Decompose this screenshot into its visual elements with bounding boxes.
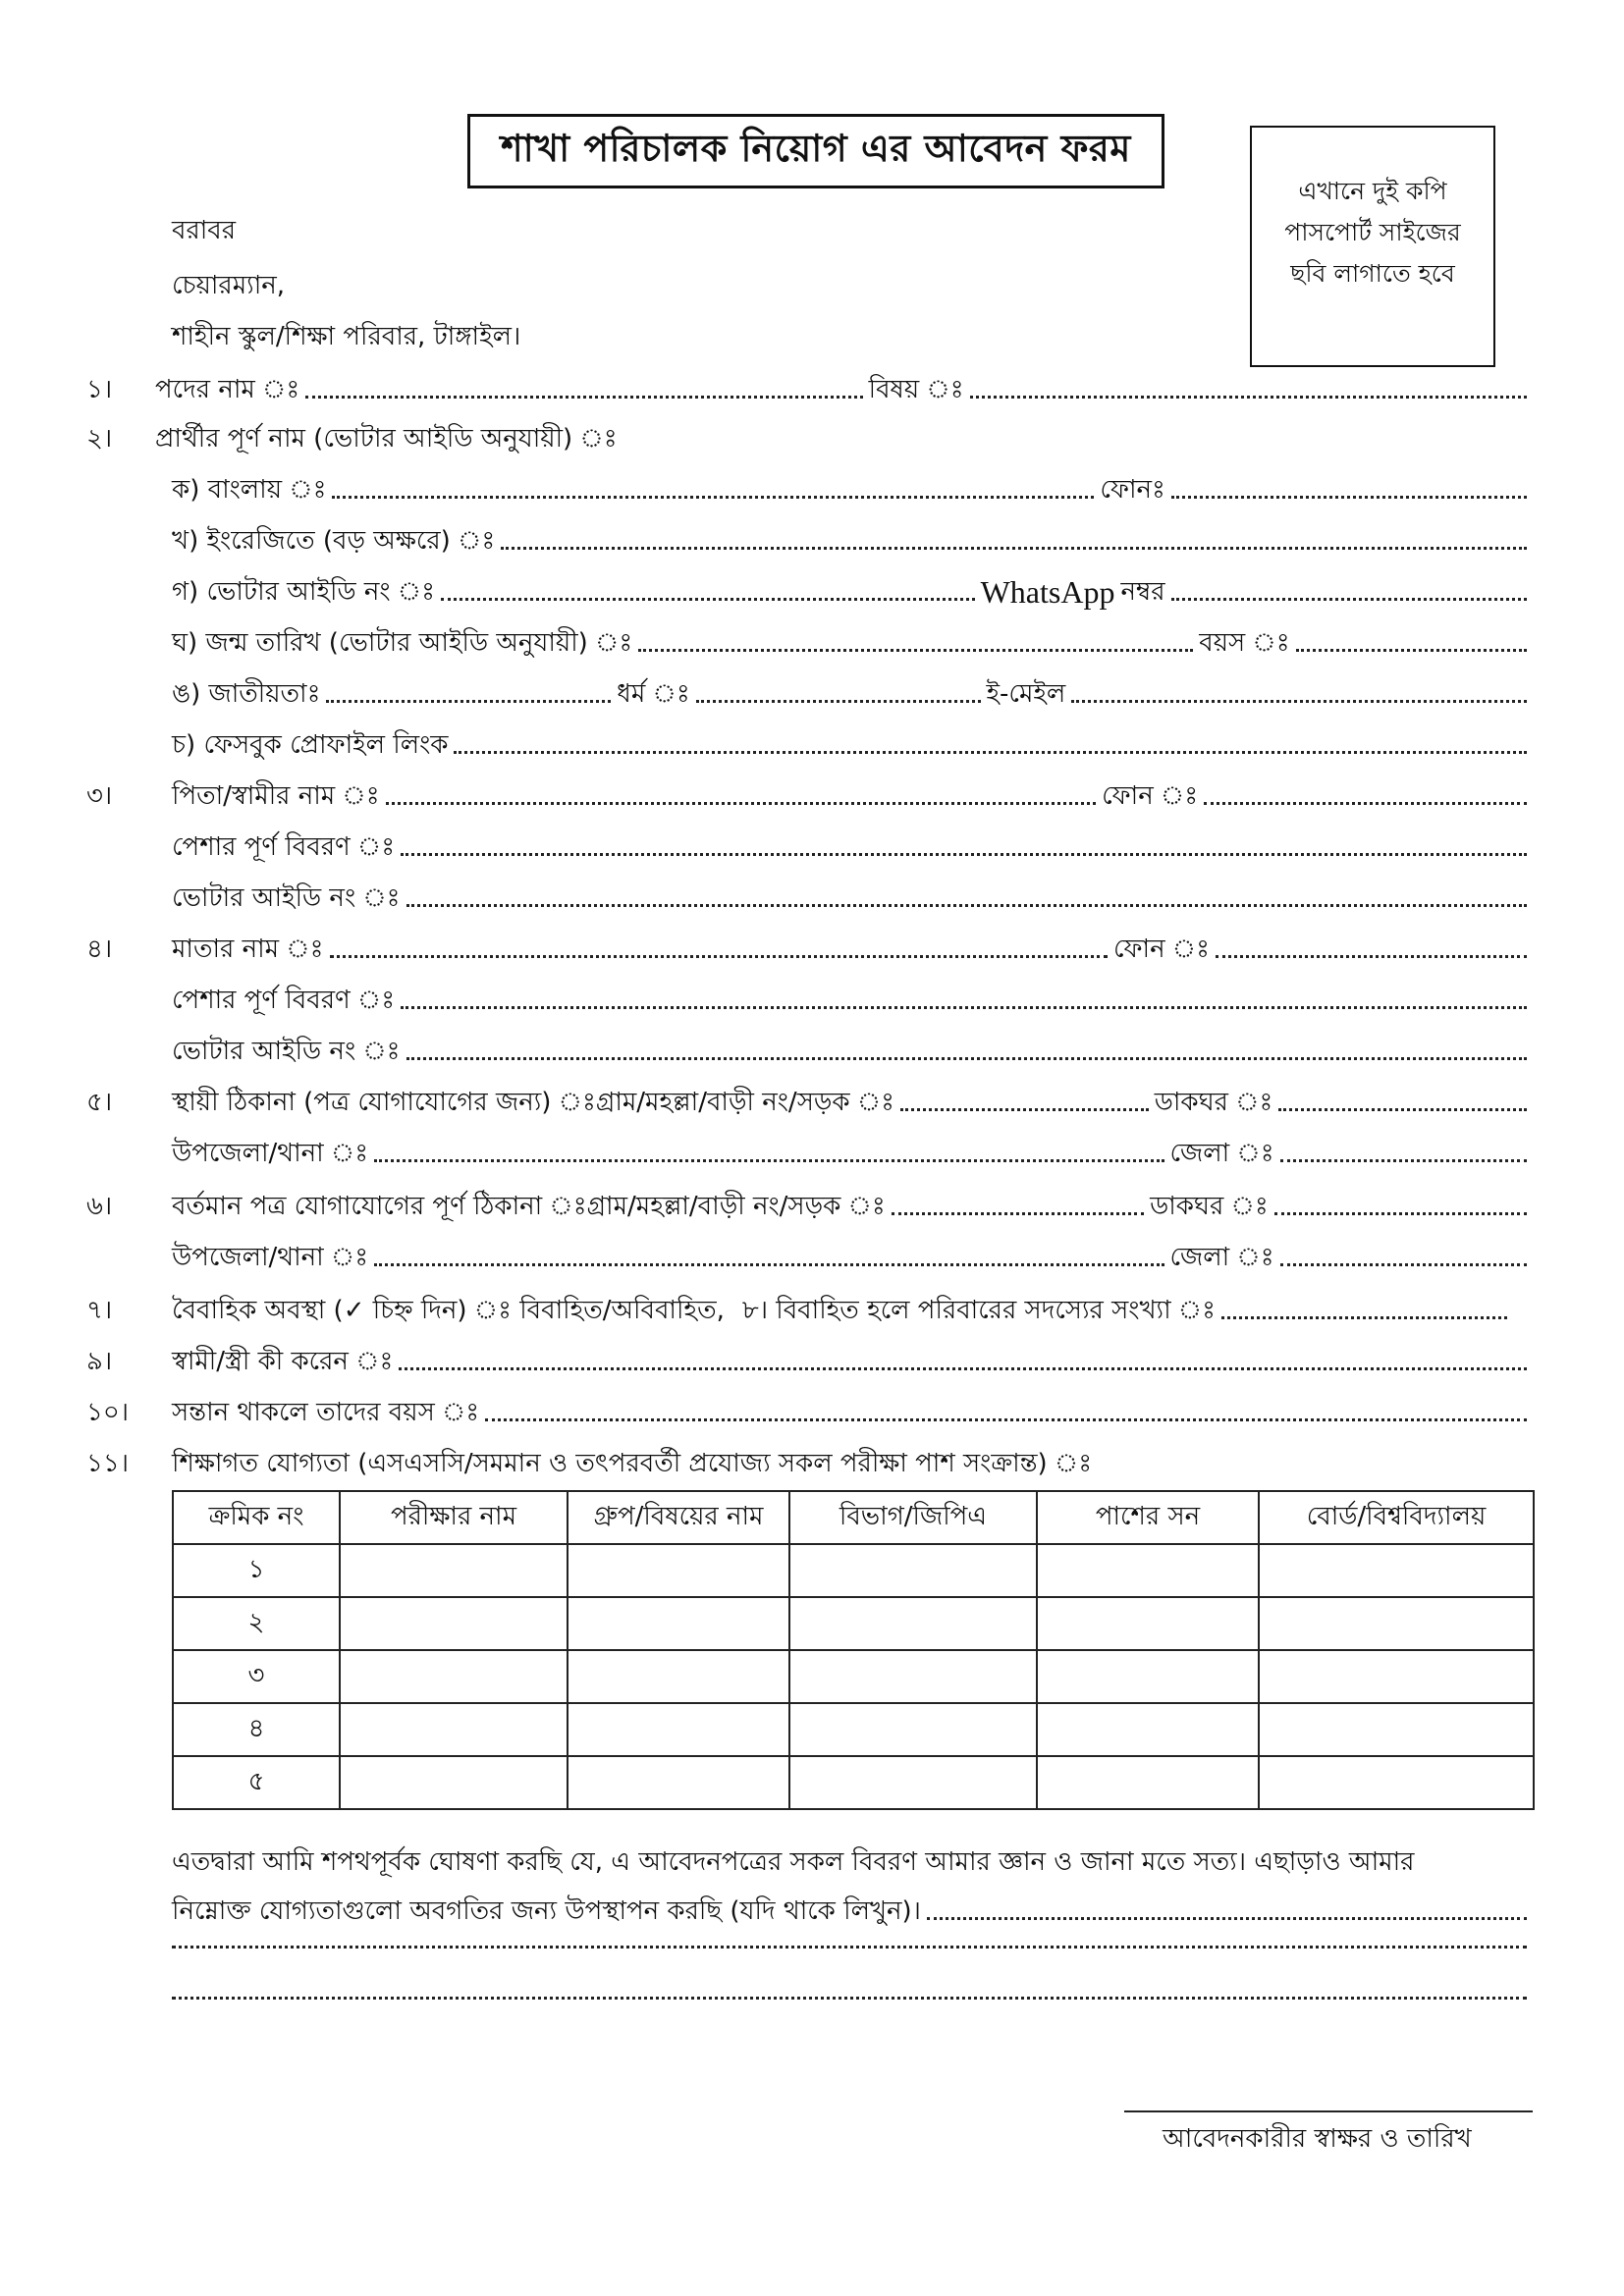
- item-number: ১০।: [86, 1398, 130, 1427]
- permanent-district-label: জেলা ঃ: [1169, 1139, 1274, 1168]
- form-title: শাখা পরিচালক নিয়োগ এর আবেদন ফরম: [467, 114, 1164, 188]
- table-header-row: [173, 1491, 1534, 1544]
- serial-cell: ১: [173, 1544, 340, 1597]
- table-cell[interactable]: [1259, 1756, 1534, 1809]
- photo-note-line: পাসপোর্ট সাইজের: [1284, 218, 1461, 246]
- permanent-upazila-row: [172, 1137, 1533, 1170]
- present-upazila-field[interactable]: [374, 1263, 1164, 1266]
- table-cell[interactable]: [1037, 1756, 1259, 1809]
- bangla-name-label: ক) বাংলায় ঃ: [172, 475, 327, 505]
- children-row: [172, 1396, 1533, 1429]
- item-number: ১।: [86, 375, 113, 404]
- table-row: [173, 1756, 1534, 1809]
- item-number: ১১।: [86, 1449, 130, 1478]
- whatsapp-field[interactable]: [1171, 598, 1527, 601]
- permanent-postoffice-field[interactable]: [1278, 1108, 1527, 1111]
- religion-field[interactable]: [696, 700, 981, 703]
- item-number: ৫।: [86, 1088, 113, 1117]
- column-header: বিভাগ/জিপিএ: [789, 1491, 1037, 1544]
- item-number: ৪।: [86, 934, 113, 964]
- table-cell[interactable]: [568, 1544, 789, 1597]
- table-row: [173, 1703, 1534, 1756]
- children-age-label: সন্তান থাকলে তাদের বয়স ঃ: [172, 1398, 480, 1427]
- table-cell[interactable]: [340, 1544, 568, 1597]
- table-cell[interactable]: [789, 1544, 1037, 1597]
- phone-label: ফোনঃ: [1100, 475, 1165, 505]
- addressee-title: চেয়ারম্যান,: [172, 271, 286, 300]
- table-cell[interactable]: [1259, 1703, 1534, 1756]
- facebook-label: চ) ফেসবুক প্রোফাইল লিংক: [172, 730, 449, 760]
- age-field[interactable]: [1296, 649, 1527, 652]
- table-row: [173, 1650, 1534, 1703]
- post-name-field[interactable]: [305, 396, 862, 399]
- present-village-field[interactable]: [892, 1212, 1144, 1215]
- father-occupation-row: [172, 830, 1533, 864]
- nationality-row: [172, 677, 1533, 711]
- table-cell[interactable]: [340, 1756, 568, 1809]
- declaration-line-1: এতদ্বারা আমি শপথপূর্বক ঘোষণা করছি যে, এ আবেদনপত্রের সকল বিবরণ আমার জ্ঞান ও জানা মতে সত্য। এছাড়াও আমার: [172, 1847, 1415, 1877]
- item-number: ৬।: [86, 1192, 113, 1221]
- religion-label: ধর্ম ঃ: [617, 679, 690, 709]
- present-district-label: জেলা ঃ: [1169, 1243, 1274, 1272]
- facebook-field[interactable]: [454, 751, 1527, 754]
- marital-row: [172, 1294, 1513, 1327]
- mother-phone-field[interactable]: [1216, 955, 1527, 958]
- father-name-label: পিতা/স্বামীর নাম ঃ: [172, 781, 380, 811]
- column-header: ক্রমিক নং: [173, 1491, 340, 1544]
- education-table: [172, 1490, 1535, 1810]
- children-age-field[interactable]: [485, 1418, 1527, 1421]
- permanent-district-field[interactable]: [1280, 1159, 1527, 1162]
- email-label: ই-মেইল: [986, 679, 1066, 709]
- father-phone-field[interactable]: [1204, 802, 1527, 805]
- father-nid-field[interactable]: [406, 904, 1527, 907]
- father-nid-row: [172, 881, 1533, 915]
- table-cell[interactable]: [1037, 1703, 1259, 1756]
- voter-id-field[interactable]: [441, 598, 975, 601]
- facebook-row: [172, 728, 1533, 762]
- father-occupation-field[interactable]: [401, 853, 1527, 856]
- blank-line-row: [172, 1997, 1533, 2007]
- father-nid-label: ভোটার আইডি নং ঃ: [172, 883, 401, 913]
- permanent-postoffice-label: ডাকঘর ঃ: [1154, 1088, 1273, 1117]
- dob-row: [172, 626, 1533, 660]
- spouse-occupation-label: স্বামী/স্ত্রী কী করেন ঃ: [172, 1347, 394, 1376]
- item-number: ২।: [86, 424, 113, 454]
- present-upazila-label: উপজেলা/থানা ঃ: [172, 1243, 369, 1272]
- mother-occupation-label: পেশার পূর্ণ বিবরণ ঃ: [172, 986, 396, 1015]
- permanent-address-label: স্থায়ী ঠিকানা (পত্র যোগাযোগের জন্য) ঃগ্রাম/মহল্লা/বাড়ী নং/সড়ক ঃ: [172, 1088, 895, 1117]
- full-name-label: প্রার্থীর পূর্ণ নাম (ভোটার আইডি অনুযায়ী) ঃ: [155, 424, 618, 454]
- subject-label: বিষয় ঃ: [868, 375, 964, 404]
- mother-row: [172, 933, 1533, 966]
- mother-nid-row: [172, 1035, 1533, 1068]
- spouse-row: [172, 1345, 1533, 1378]
- addressee-to: বরাবর: [172, 216, 237, 245]
- table-cell[interactable]: [340, 1597, 568, 1650]
- table-cell[interactable]: [1259, 1650, 1534, 1703]
- present-district-field[interactable]: [1280, 1263, 1527, 1266]
- addressee-org: শাহীন স্কুল/শিক্ষা পরিবার, টাঙ্গাইল।: [172, 322, 521, 351]
- table-cell[interactable]: [1037, 1544, 1259, 1597]
- table-cell[interactable]: [568, 1650, 789, 1703]
- table-row: [173, 1597, 1534, 1650]
- declaration-row: [172, 1895, 1533, 1928]
- father-row: [172, 779, 1533, 813]
- present-upazila-row: [172, 1241, 1533, 1274]
- subject-field[interactable]: [970, 396, 1527, 399]
- english-name-label: খ) ইংরেজিতে (বড় অক্ষরে) ঃ: [172, 526, 496, 556]
- spouse-occupation-field[interactable]: [399, 1367, 1527, 1370]
- column-header: গ্রুপ/বিষয়ের নাম: [568, 1491, 789, 1544]
- photo-note-line: ছবি লাগাতে হবে: [1290, 259, 1455, 288]
- post-name-label: পদের নাম ঃ: [155, 375, 300, 404]
- mother-occupation-row: [172, 984, 1533, 1017]
- father-name-field[interactable]: [386, 802, 1097, 805]
- column-header: পরীক্ষার নাম: [340, 1491, 568, 1544]
- item-number: ৯।: [86, 1347, 113, 1376]
- extra-qualification-field[interactable]: [927, 1917, 1527, 1920]
- email-field[interactable]: [1071, 700, 1527, 703]
- whatsapp-label: WhatsApp: [980, 574, 1115, 610]
- bangla-name-row: [172, 473, 1533, 507]
- table-cell[interactable]: [1259, 1544, 1534, 1597]
- post-name-row: [155, 373, 1533, 406]
- bangla-name-field[interactable]: [332, 496, 1094, 499]
- column-header: পাশের সন: [1037, 1491, 1259, 1544]
- mother-name-field[interactable]: [330, 955, 1108, 958]
- present-address-row: [172, 1190, 1533, 1223]
- english-name-row: [172, 524, 1533, 558]
- serial-cell: ৪: [173, 1703, 340, 1756]
- serial-cell: ৩: [173, 1650, 340, 1703]
- item-number: ৩।: [86, 781, 113, 811]
- voter-id-row: [172, 575, 1533, 609]
- father-occupation-label: পেশার পূর্ণ বিবরণ ঃ: [172, 832, 396, 862]
- table-cell[interactable]: [1037, 1597, 1259, 1650]
- photo-note-line: এখানে দুই কপি: [1298, 177, 1447, 205]
- table-cell[interactable]: [340, 1703, 568, 1756]
- english-name-field[interactable]: [501, 547, 1527, 550]
- present-address-label: বর্তমান পত্র যোগাযোগের পূর্ণ ঠিকানা ঃগ্রাম/মহল্লা/বাড়ী নং/সড়ক ঃ: [172, 1192, 886, 1221]
- dob-field[interactable]: [638, 649, 1193, 652]
- present-postoffice-label: ডাকঘর ঃ: [1150, 1192, 1269, 1221]
- father-phone-label: ফোন ঃ: [1102, 781, 1199, 811]
- table-cell[interactable]: [1037, 1650, 1259, 1703]
- extra-qualification-field[interactable]: [172, 1997, 1527, 2000]
- permanent-upazila-field[interactable]: [374, 1159, 1164, 1162]
- declaration-line-2: নিম্নোক্ত যোগ্যতাগুলো অবগতির জন্য উপস্থাপন করছি (যদি থাকে লিখুন)।: [172, 1896, 921, 1926]
- blank-line-row: [172, 1946, 1533, 1956]
- table-cell[interactable]: [568, 1597, 789, 1650]
- table-row: [173, 1544, 1534, 1597]
- mother-occupation-field[interactable]: [401, 1006, 1527, 1009]
- table-cell[interactable]: [568, 1756, 789, 1809]
- mother-nid-label: ভোটার আইডি নং ঃ: [172, 1037, 401, 1066]
- education-label: শিক্ষাগত যোগ্যতা (এসএসসি/সমমান ও তৎপরবর্তী প্রযোজ্য সকল পরীক্ষা পাশ সংক্রান্ত) ঃ: [172, 1449, 1093, 1478]
- column-header: বোর্ড/বিশ্ববিদ্যালয়: [1259, 1491, 1534, 1544]
- mother-phone-label: ফোন ঃ: [1112, 934, 1210, 964]
- permanent-village-field[interactable]: [900, 1108, 1149, 1111]
- phone-field[interactable]: [1171, 496, 1527, 499]
- mother-name-label: মাতার নাম ঃ: [172, 934, 324, 964]
- table-cell[interactable]: [1259, 1597, 1534, 1650]
- serial-cell: ২: [173, 1597, 340, 1650]
- table-cell[interactable]: [568, 1703, 789, 1756]
- whatsapp-number-label: নম্বর: [1120, 577, 1165, 607]
- table-cell[interactable]: [789, 1703, 1037, 1756]
- table-cell[interactable]: [789, 1650, 1037, 1703]
- voter-id-label: গ) ভোটার আইডি নং ঃ: [172, 577, 435, 607]
- nationality-field[interactable]: [326, 700, 611, 703]
- signature-line[interactable]: [1124, 2110, 1533, 2112]
- extra-qualification-field[interactable]: [172, 1946, 1527, 1949]
- family-members-field[interactable]: [1221, 1316, 1507, 1319]
- item-number: ৭।: [86, 1296, 113, 1325]
- marital-status-label[interactable]: বৈবাহিক অবস্থা (✓ চিহ্ন দিন) ঃ বিবাহিত/অবিবাহিত,: [172, 1296, 725, 1325]
- table-cell[interactable]: [789, 1756, 1037, 1809]
- serial-cell: ৫: [173, 1756, 340, 1809]
- photo-placeholder: [1250, 126, 1495, 367]
- signature-label: আবেদনকারীর স্বাক্ষর ও তারিখ: [1163, 2124, 1472, 2154]
- mother-nid-field[interactable]: [406, 1057, 1527, 1060]
- permanent-address-row: [172, 1086, 1533, 1119]
- dob-label: ঘ) জন্ম তারিখ (ভোটার আইডি অনুযায়ী) ঃ: [172, 628, 633, 658]
- table-cell[interactable]: [340, 1650, 568, 1703]
- age-label: বয়স ঃ: [1199, 628, 1290, 658]
- family-members-label: ৮। বিবাহিত হলে পরিবারের সদস্যের সংখ্যা ঃ: [741, 1296, 1217, 1325]
- nationality-label: ঙ) জাতীয়তাঃ: [172, 679, 321, 709]
- table-cell[interactable]: [789, 1597, 1037, 1650]
- permanent-upazila-label: উপজেলা/থানা ঃ: [172, 1139, 369, 1168]
- present-postoffice-field[interactable]: [1274, 1212, 1527, 1215]
